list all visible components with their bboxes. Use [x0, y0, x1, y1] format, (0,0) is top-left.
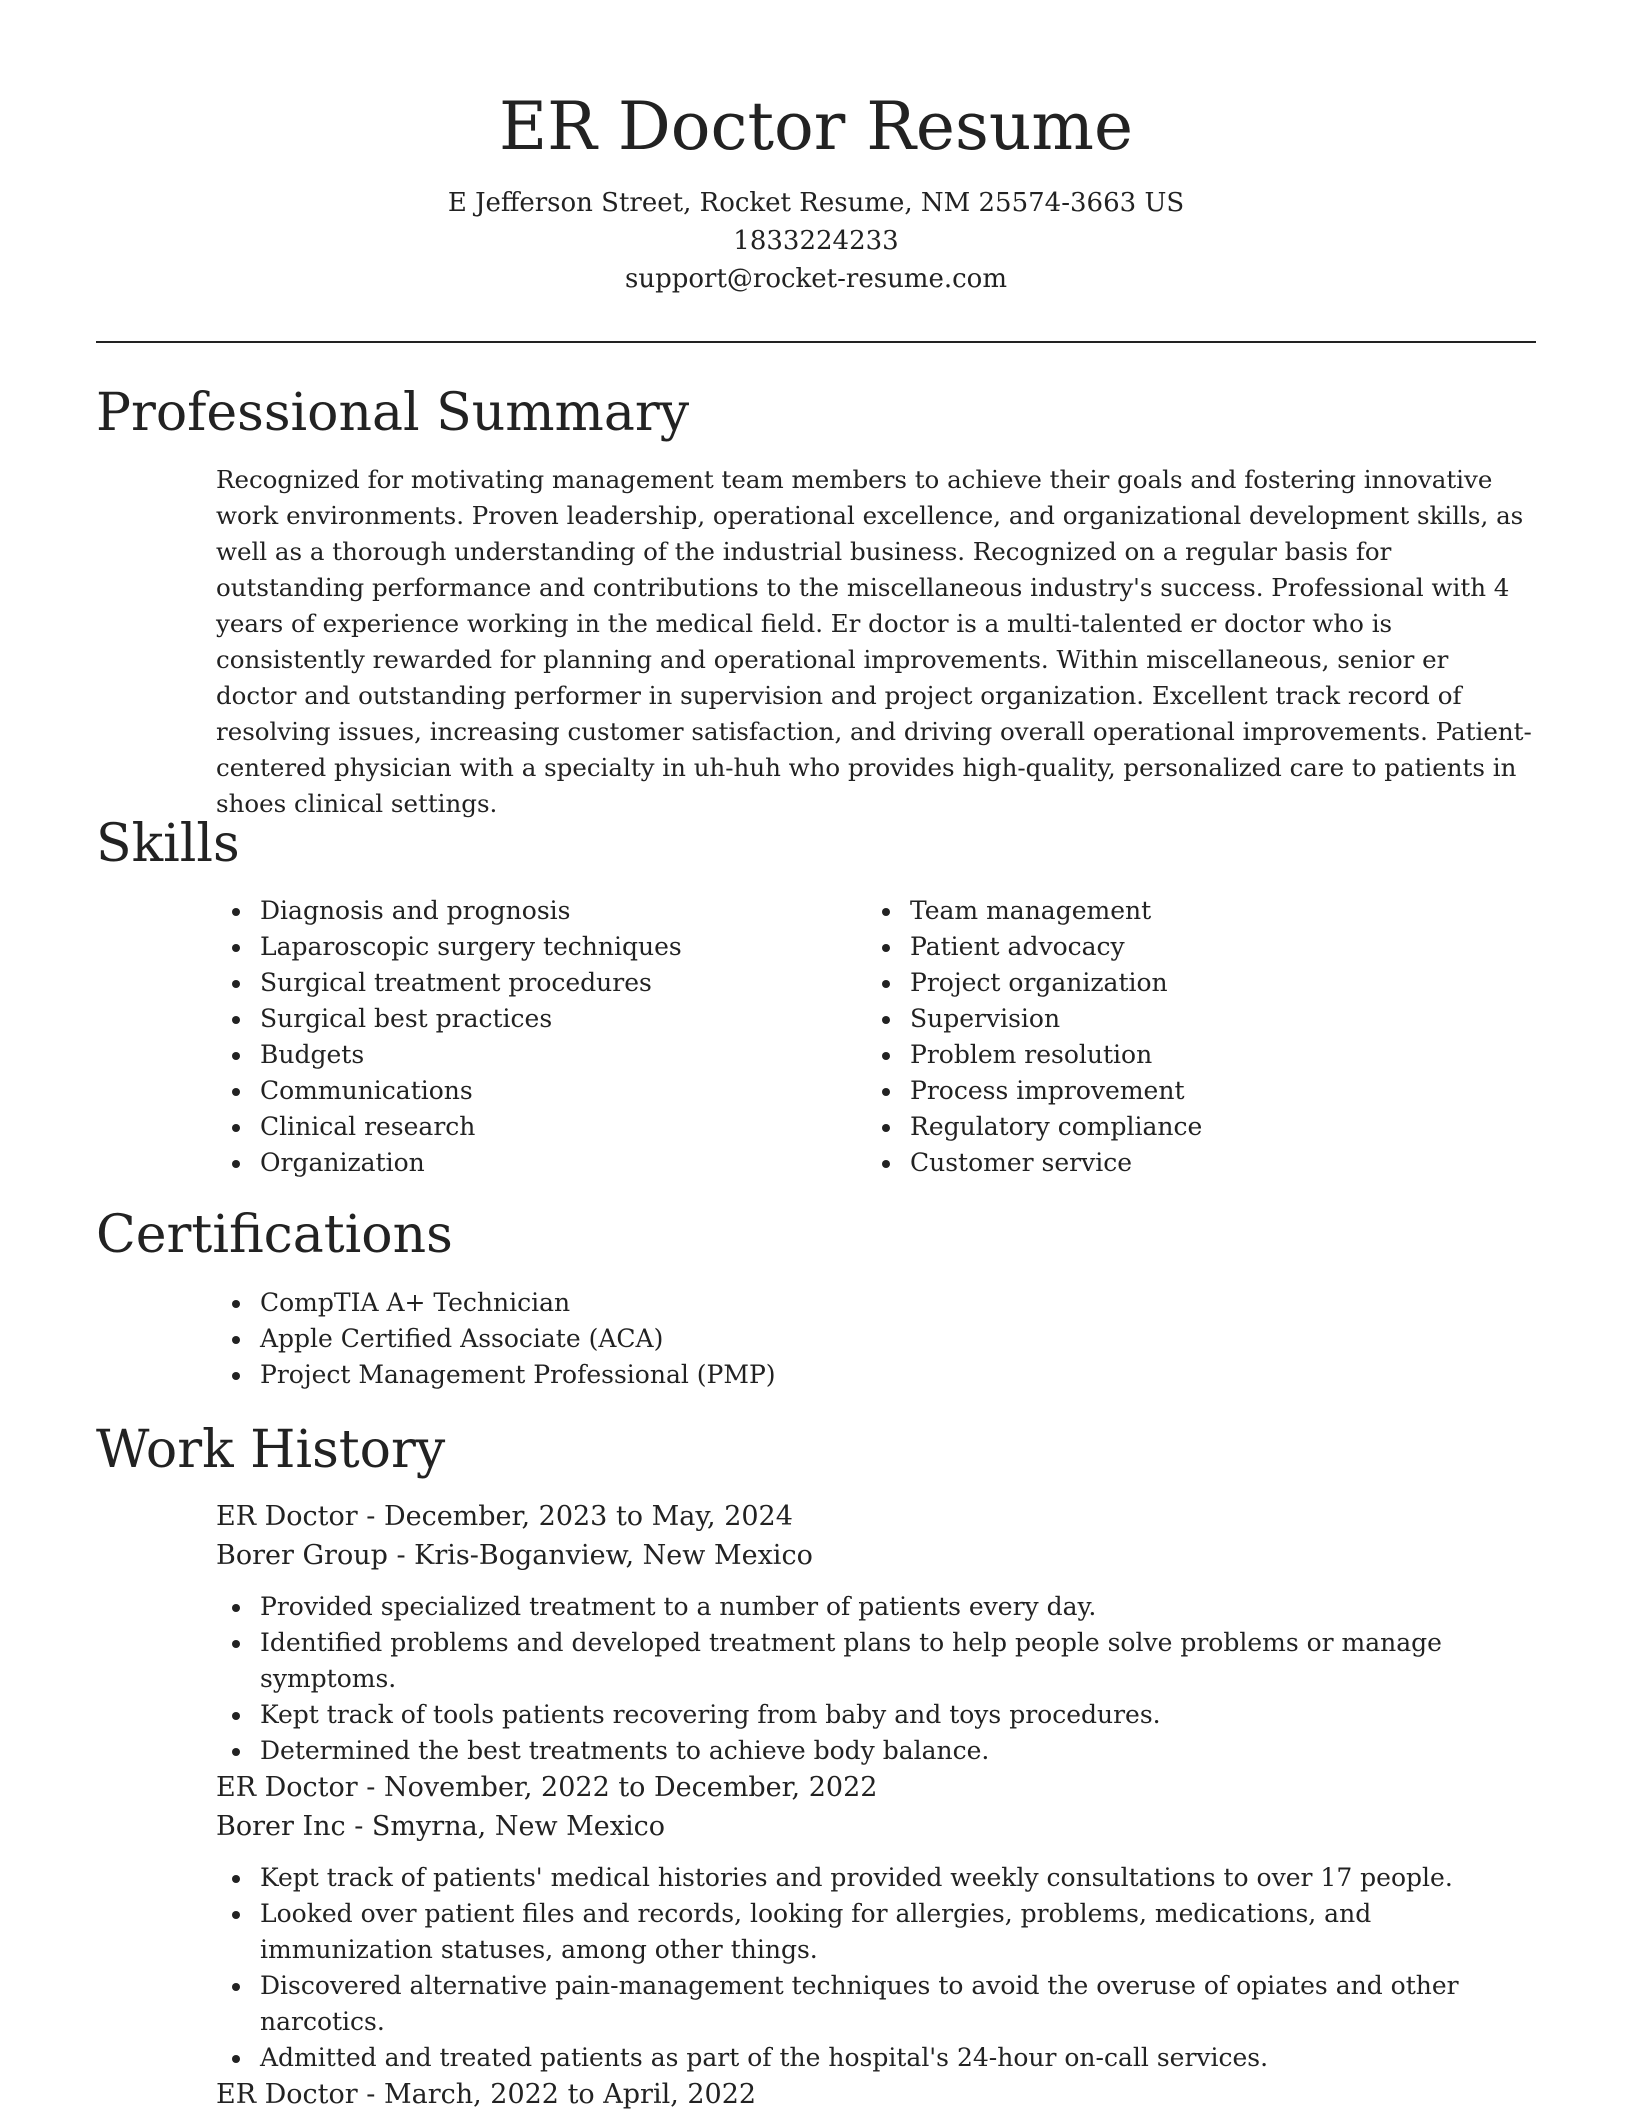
skill-item: Project organization — [866, 965, 1486, 1001]
job-bullet: Determined the best treatments to achieve body balance. — [216, 1733, 1546, 1769]
skill-item: Budgets — [216, 1037, 836, 1073]
skills-heading: Skills — [96, 814, 240, 874]
job-bullet: Kept track of patients' medical histories and provided weekly consultations to over 17 people. — [216, 1860, 1546, 1896]
address: E Jefferson Street, Rocket Resume, NM 25574-3663 US — [447, 188, 1185, 218]
certification-item: CompTIA A+ Technician — [216, 1285, 1536, 1321]
skill-item: Clinical research — [216, 1109, 836, 1145]
job-bullet: Discovered alternative pain-management techniques to avoid the overuse of opiates and other narcotics. — [216, 1968, 1546, 2040]
summary-text: Recognized for motivating management team members to achieve their goals and fostering innovative work environments. Proven leadership, operational excellence, and organizational development skills, as well as a thorough understanding of the industrial business. Recognized on a regular basis for outstanding performance and contributions to the miscellaneous industry's success. Professional with 4 years of experience working in the medical field. Er doctor is a multi-talented er doctor who is consistently rewarded for planning and operational improvements. Within miscellaneous, senior er doctor and outstanding performer in supervision and project organization. Excellent track record of resolving issues, increasing customer satisfaction, and driving overall operational improvements. Patient-centered physician with a specialty in uh-huh who provides high-quality, personalized care to patients in shoes clinical settings. — [216, 465, 1532, 818]
summary-heading: Professional Summary — [96, 383, 690, 443]
job-bullets — [216, 1589, 1546, 1769]
work-history-heading: Work History — [96, 1420, 446, 1480]
skill-item: Surgical best practices — [216, 1001, 836, 1037]
resume-title: ER Doctor Resume — [498, 88, 1134, 165]
job-entry — [216, 1497, 1546, 1769]
skill-item: Team management — [866, 893, 1486, 929]
skill-item: Surgical treatment procedures — [216, 965, 836, 1001]
job-bullet: Provided specialized treatment to a number of patients every day. — [216, 1589, 1546, 1625]
job-bullet: Identified problems and developed treatment plans to help people solve problems or manage symptoms. — [216, 1625, 1546, 1697]
skill-item: Customer service — [866, 1145, 1486, 1181]
job-entry — [216, 1768, 1546, 2076]
certifications-heading: Certifications — [96, 1205, 453, 1265]
job-entry — [216, 2075, 1546, 2114]
certification-item: Project Management Professional (PMP) — [216, 1357, 1536, 1393]
job-bullet: Looked over patient files and records, looking for allergies, problems, medications, and immunization statuses, among other things. — [216, 1896, 1546, 1968]
skill-item: Patient advocacy — [866, 929, 1486, 965]
skill-item: Communications — [216, 1073, 836, 1109]
job-title-line: ER Doctor - November, 2022 to December, 2022 — [216, 1772, 878, 1803]
skill-item: Process improvement — [866, 1073, 1486, 1109]
job-bullet: Admitted and treated patients as part of the hospital's 24-hour on-call services. — [216, 2040, 1546, 2076]
email: support@rocket-resume.com — [624, 264, 1007, 294]
skill-item: Supervision — [866, 1001, 1486, 1037]
job-bullet: Kept track of tools patients recovering from baby and toys procedures. — [216, 1697, 1546, 1733]
job-company-line: Borer Group - Kris-Boganview, New Mexico — [216, 1540, 813, 1571]
job-company-line: Borer Inc - Smyrna, New Mexico — [216, 1811, 666, 1842]
header-divider — [96, 341, 1536, 343]
contact-info — [0, 184, 1632, 298]
skill-item: Organization — [216, 1145, 836, 1181]
resume-header — [0, 0, 1632, 298]
job-bullets — [216, 1860, 1546, 2076]
job-title-line: ER Doctor - March, 2022 to April, 2022 — [216, 2079, 757, 2110]
skill-item: Laparoscopic surgery techniques — [216, 929, 836, 965]
skill-item: Regulatory compliance — [866, 1109, 1486, 1145]
skills-list-right — [866, 893, 1486, 1181]
certification-item: Apple Certified Associate (ACA) — [216, 1321, 1536, 1357]
skills-list-left — [216, 893, 836, 1181]
certifications-list — [216, 1285, 1536, 1393]
job-title-line: ER Doctor - December, 2023 to May, 2024 — [216, 1501, 793, 1532]
phone: 1833224233 — [733, 226, 899, 256]
skill-item: Diagnosis and prognosis — [216, 893, 836, 929]
skill-item: Problem resolution — [866, 1037, 1486, 1073]
